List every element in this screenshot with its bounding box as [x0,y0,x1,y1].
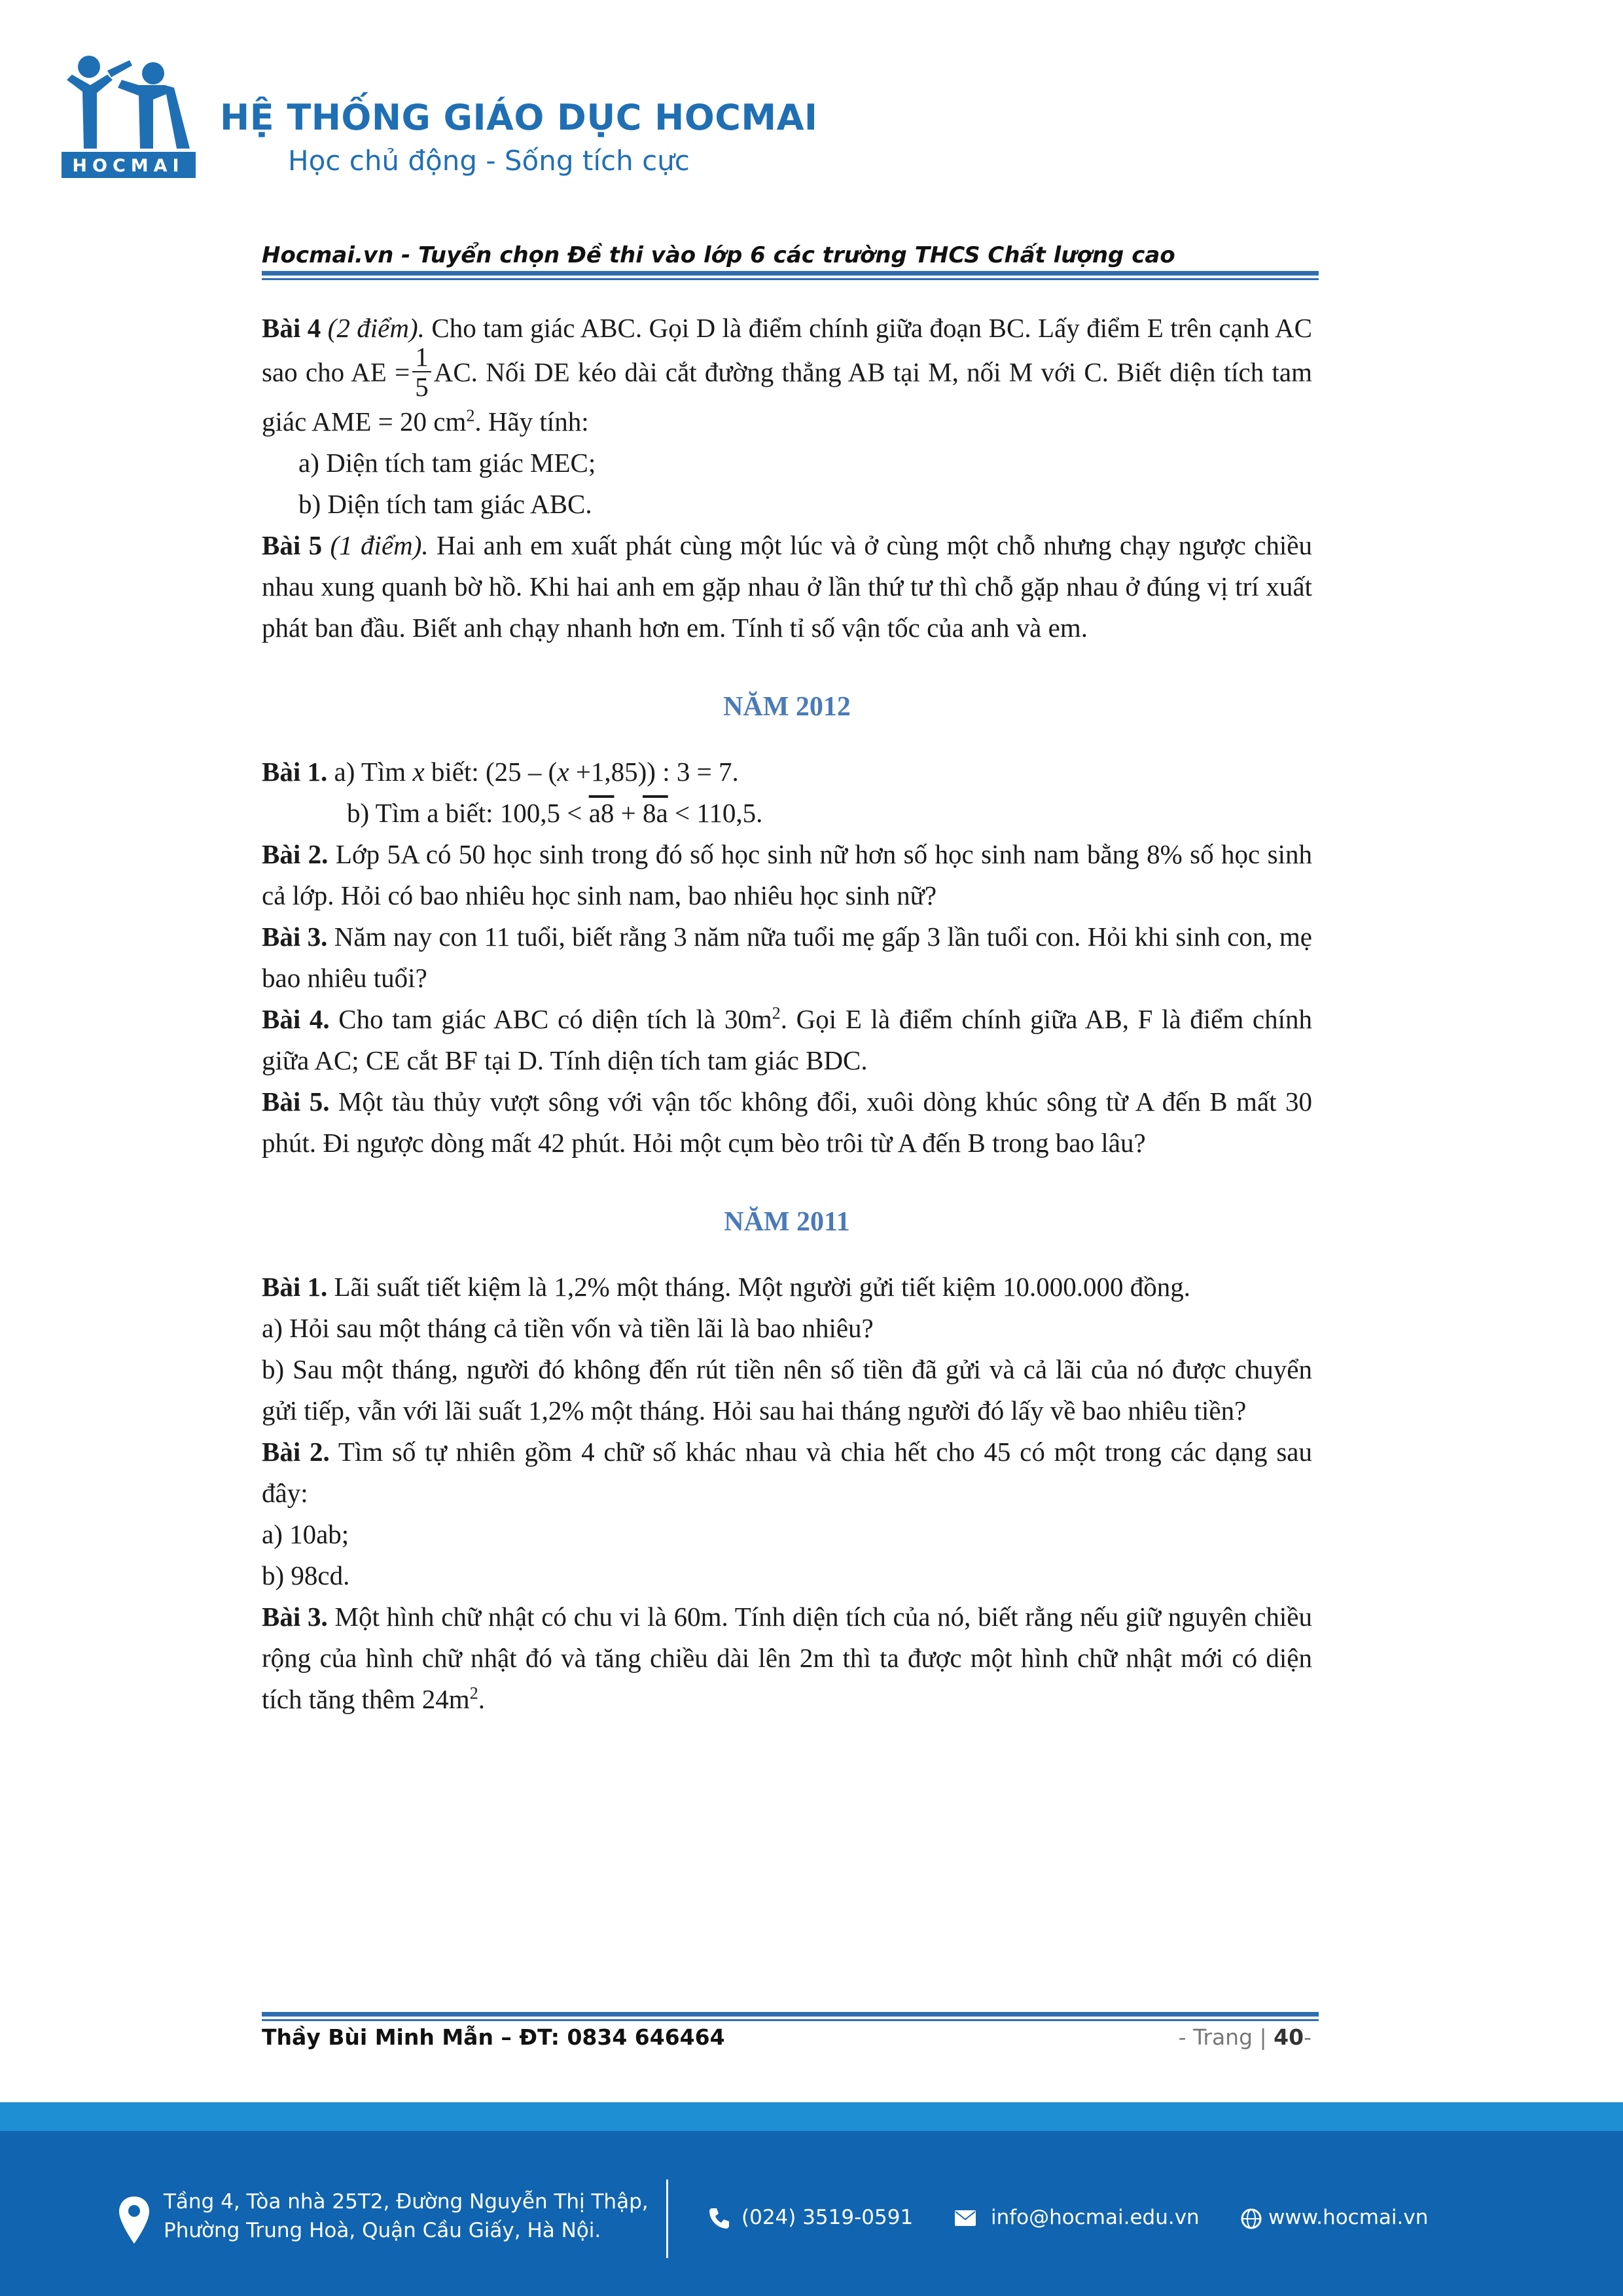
y2012-problem-1 [262,751,1312,793]
header-rule-thin [262,278,1319,280]
problem-text: Tìm số tự nhiên gồm 4 chữ số khác nhau và chia hết cho 45 có một trong các dạng sau đây: [262,1437,1312,1508]
footer-band-light [0,2102,1623,2131]
footer-rule [262,2012,1319,2017]
logo-text: HOCMAI [72,156,185,176]
overlined-number: 8a [643,798,668,828]
y2011-problem-3 [262,1596,1312,1720]
website-link[interactable]: www.hocmai.vn [1268,2206,1429,2229]
y2012-problem-5 [262,1081,1312,1164]
brand-title: HỆ THỐNG GIÁO DỤC HOCMAI [220,97,818,138]
year-heading-2012: NĂM 2012 [723,692,851,722]
problem-label: Bài 5. [262,1086,330,1117]
header-rule [262,271,1319,276]
problem-text: Một tàu thủy vượt sông với vận tốc không đổi, xuôi dòng khúc sông từ A đến B mất 30 phút. Đi ngược dòng mất 42 phút. Hỏi một cụm bèo trôi từ A đến B trong bao lâu? [262,1086,1313,1158]
problem-text: +1,85)) : 3 = 7. [575,757,739,787]
address-line-1: Tầng 4, Tòa nhà 25T2, Đường Nguyễn Thị Thập, [164,2190,649,2214]
problem-label: Bài 2. [262,1437,330,1467]
problem-text: . [478,1684,485,1714]
footer-divider [666,2179,668,2258]
problem-text: Cho tam giác ABC có diện tích là 30m [338,1004,772,1034]
problem-score: (2 điểm). [327,313,425,343]
problem-text: Hai anh em xuất phát cùng một lúc và ở cùng một chỗ nhưng chạy ngược chiều nhau xung quanh bờ hồ. Khi hai anh em gặp nhau ở lần thứ tư thì chỗ gặp nhau ở đúng vị trí xuất phát ban đầu. Biết anh chạy nhanh hơn em. Tính tỉ số vận tốc của anh và em. [262,530,1312,643]
problem-4-part-a: a) Diện tích tam giác MEC; [298,448,596,478]
problem-5 [262,525,1312,649]
problem-label: Bài 5 [262,530,323,560]
problem-text: biết: (25 – ( [431,757,558,787]
variable: x [557,757,569,787]
y2011-problem-2 [262,1431,1312,1514]
footer-rule-thin [262,2019,1319,2021]
fraction [412,342,431,401]
problem-text: a) Tìm [334,757,406,787]
phone-icon [707,2206,732,2231]
overlined-number: a8 [588,798,615,828]
problem-text: < 110,5. [674,798,763,828]
y2012-problem-1-part-b [262,793,1312,834]
location-pin-icon [118,2195,151,2245]
superscript: 2 [469,1683,478,1703]
problem-label: Bài 1. [262,757,328,787]
phone-number[interactable]: (024) 3519-0591 [741,2206,914,2229]
problem-text: Lãi suất tiết kiệm là 1,2% một tháng. Một người gửi tiết kiệm 10.000.000 đồng. [334,1272,1190,1302]
document-body [262,308,1312,1720]
problem-label: Bài 4. [262,1004,330,1034]
y2012-problem-3 [262,916,1312,999]
y2011-problem-1-part-b: b) Sau một tháng, người đó không đến rút tiền nên số tiền đã gửi và cả lãi của nó được chuyển gửi tiếp, vẫn với lãi suất 1,2% một tháng. Hỏi sau hai tháng người đó lấy về bao nhiêu tiền? [262,1354,1312,1426]
problem-text: Một hình chữ nhật có chu vi là 60m. Tính diện tích của nó, biết rằng nếu giữ nguyên chiều rộng của hình chữ nhật đó và tăng chiều dài lên 2m thì ta được một hình chữ nhật mới có diện tích tăng thêm 24m [262,1602,1312,1714]
year-heading-2011: NĂM 2011 [724,1207,850,1237]
problem-text: Năm nay con 11 tuổi, biết rằng 3 năm nữa tuổi mẹ gấp 3 lần tuổi con. Hỏi khi sinh con, mẹ bao nhiêu tuổi? [262,922,1313,993]
page-number [1179,2024,1311,2050]
problem-4 [262,308,1312,442]
fraction-denominator: 5 [415,372,429,402]
page-suffix: - [1304,2024,1311,2050]
problem-text: . Hãy tính: [474,406,589,437]
problem-label: Bài 3. [262,922,328,952]
footer-author: Thầy Bùi Minh Mẫn – ĐT: 0834 646464 [262,2024,725,2050]
superscript: 2 [772,1003,781,1023]
y2011-problem-1-part-a: a) Hỏi sau một tháng cả tiền vốn và tiền lãi là bao nhiêu? [262,1313,874,1343]
problem-label: Bài 2. [262,839,329,869]
y2011-problem-2-part-b: b) 98cd. [262,1560,350,1590]
problem-text: . Gọi E là điểm chính giữa AB, F là điểm chính giữa AC; CE cắt BF tại D. Tính diện tích tam giác BDC. [262,1004,1312,1075]
problem-label: Bài 1. [262,1272,328,1302]
problem-text: AC. Nối DE kéo dài cắt đường thẳng AB tại M, nối M với C. Biết diện tích tam giác AME = 20 cm [262,357,1312,437]
problem-4-part-b: b) Diện tích tam giác ABC. [298,489,592,519]
variable: x [412,757,425,787]
page-number-value: 40 [1274,2024,1304,2050]
problem-text: Lớp 5A có 50 học sinh trong đó số học sinh nữ hơn số học sinh nam bằng 8% số học sinh cả lớp. Hỏi có bao nhiêu học sinh nam, bao nhiêu học sinh nữ? [262,839,1313,910]
fraction-numerator: 1 [412,342,431,372]
problem-label: Bài 3. [262,1602,328,1632]
address-line-2: Phường Trung Hoà, Quận Cầu Giấy, Hà Nội. [164,2219,601,2242]
y2012-problem-4 [262,999,1312,1081]
header-title: Hocmai.vn - Tuyển chọn Đề thi vào lớp 6 các trường THCS Chất lượng cao [262,242,1175,268]
problem-score: (1 điểm). [330,530,429,560]
y2011-problem-2-part-a: a) 10ab; [262,1519,349,1549]
email-link[interactable]: info@hocmai.edu.vn [991,2206,1200,2229]
brand-slogan: Học chủ động - Sống tích cực [288,145,690,177]
globe-icon [1241,2208,1262,2229]
hocmai-logo [62,54,196,178]
y2012-problem-2 [262,834,1312,916]
email-icon [954,2210,976,2227]
y2011-problem-1 [262,1266,1312,1308]
problem-label: Bài 4 [262,313,321,343]
brand-block [220,97,818,177]
problem-text: Cho tam giác ABC. Gọi D là điểm chính giữa đoạn BC. Lấy điểm E trên cạnh AC sao cho AE = [262,313,1312,387]
plus-sign: + [620,798,636,828]
page-prefix: - Trang | [1178,2024,1267,2050]
superscript: 2 [466,406,475,425]
problem-text: b) Tìm a biết: 100,5 < [347,798,582,828]
